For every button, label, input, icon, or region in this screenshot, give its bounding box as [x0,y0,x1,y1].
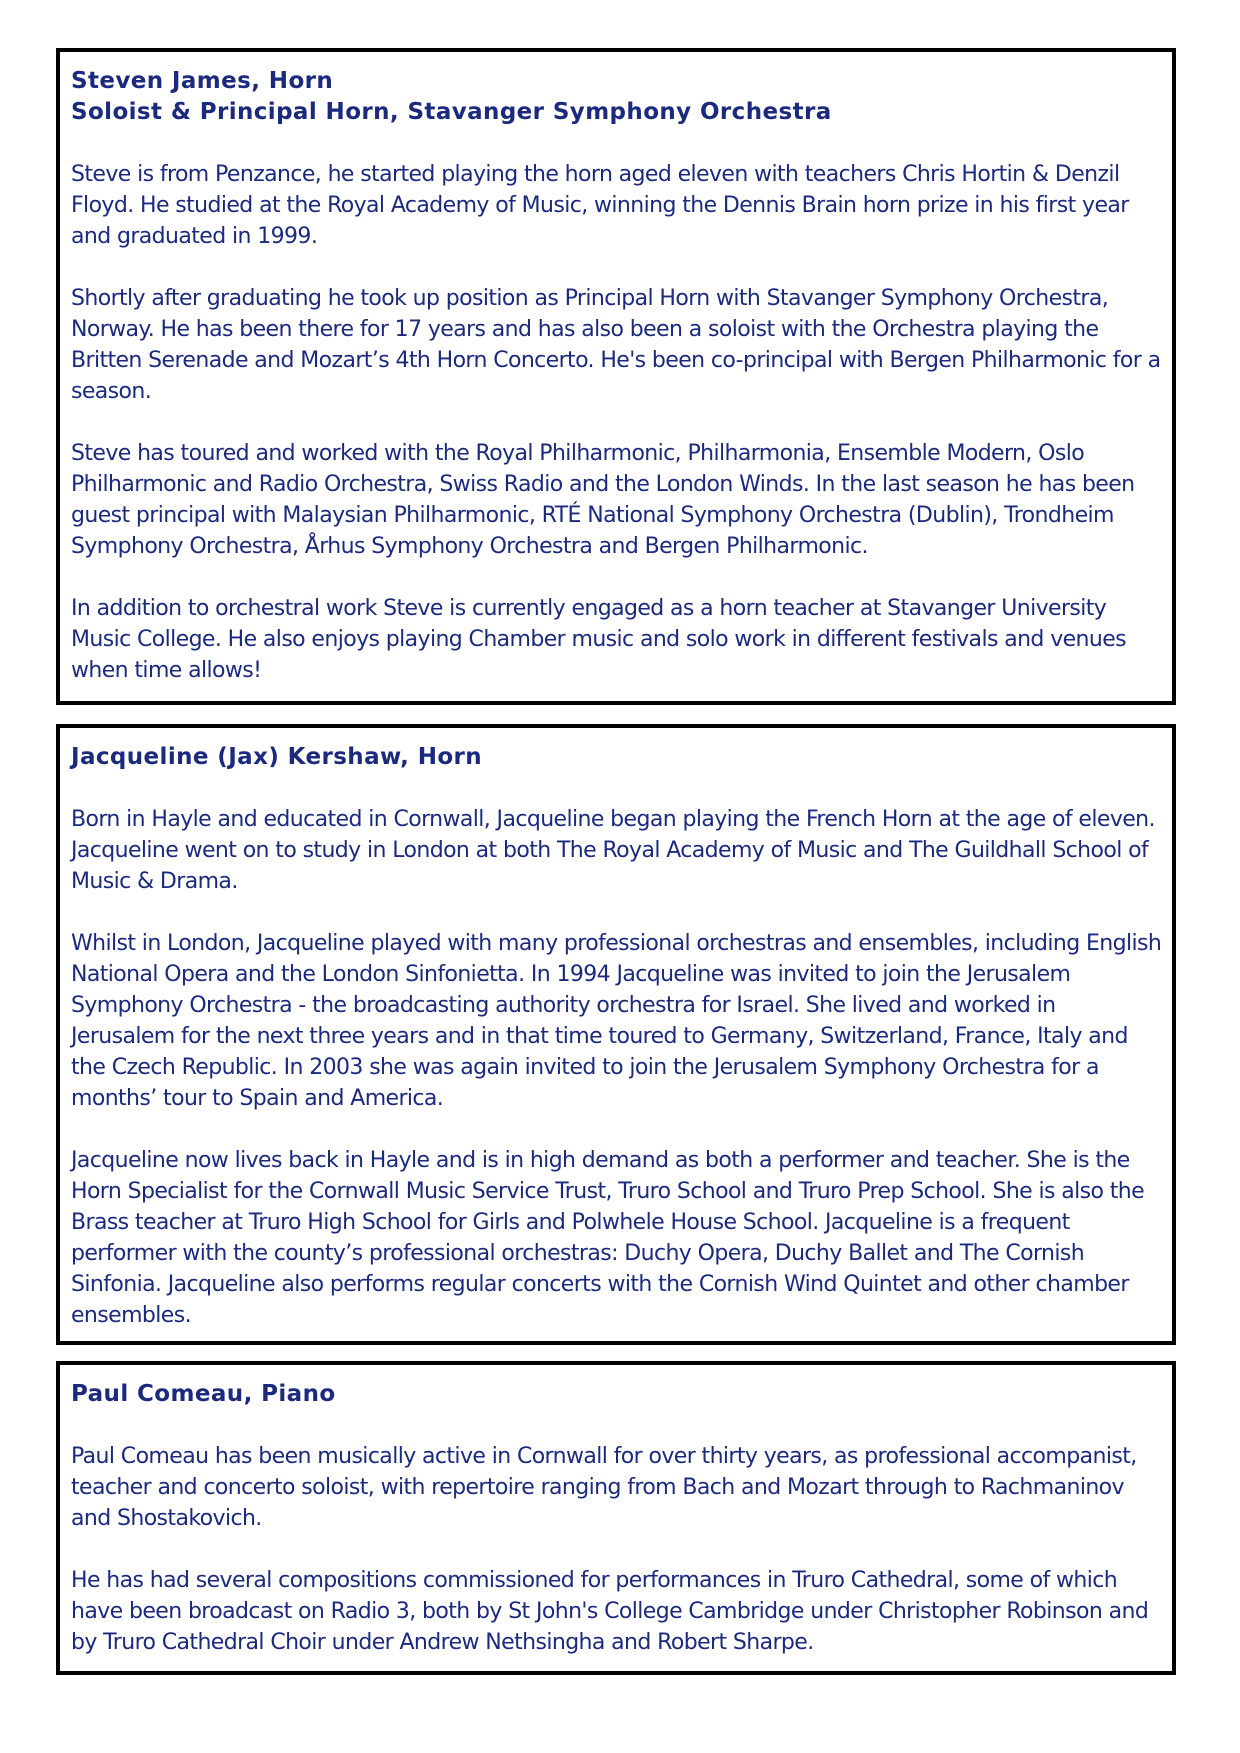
bio-name-heading: Jacqueline (Jax) Kershaw, Horn [71,744,483,770]
bio-paragraph: In addition to orchestral work Steve is currently engaged as a horn teacher at Stavanger University Music College. He also enjoys playing Chamber music and solo work in different festivals and venues when time allows! [71,596,1127,683]
bio-jacqueline-kershaw [56,724,1176,1345]
bio-paragraph: He has had several compositions commissioned for performances in Truro Cathedral, some of which have been broadcast on Radio 3, both by St John's College Cambridge under Christopher Robinson and by Truro Cathedral Choir under Andrew Nethsingha and Robert Sharpe. [71,1568,1149,1655]
bio-paragraph: Whilst in London, Jacqueline played with many professional orchestras and ensembles, including English National Opera and the London Sinfonietta. In 1994 Jacqueline was invited to join the Jerusalem Symphony Orchestra - the broadcasting authority orchestra for Israel. She lived and worked in Jerusalem for the next three years and in that time toured to Germany, Switzerland, France, Italy and the Czech Republic. In 2003 she was again invited to join the Jerusalem Symphony Orchestra for a months’ tour to Spain and America. [71,931,1162,1111]
bio-position-heading: Soloist & Principal Horn, Stavanger Symphony Orchestra [71,99,832,125]
bio-name-heading: Paul Comeau, Piano [71,1381,336,1407]
bio-paul-comeau [56,1361,1176,1675]
bio-paragraph: Shortly after graduating he took up position as Principal Horn with Stavanger Symphony Orchestra, Norway. He has been there for 17 years and has also been a soloist with the Orchestra playing the Britten Serenade and Mozart’s 4th Horn Concerto. He's been co-principal with Bergen Philharmonic for a season. [71,286,1161,404]
bio-paragraph: Steve is from Penzance, he started playing the horn aged eleven with teachers Chris Hortin & Denzil Floyd. He studied at the Royal Academy of Music, winning the Dennis Brain horn prize in his first year and graduated in 1999. [71,162,1129,249]
bio-paragraph: Jacqueline now lives back in Hayle and is in high demand as both a performer and teacher. She is the Horn Specialist for the Cornwall Music Service Trust, Truro School and Truro Prep School. She is also the Brass teacher at Truro High School for Girls and Polwhele House School. Jacqueline is a frequent performer with the county’s professional orchestras: Duchy Opera, Duchy Ballet and The Cornish Sinfonia. Jacqueline also performs regular concerts with the Cornish Wind Quintet and other chamber ensembles. [71,1148,1145,1328]
bio-paragraph: Born in Hayle and educated in Cornwall, Jacqueline began playing the French Horn at the age of eleven. Jacqueline went on to study in London at both The Royal Academy of Music and The Guildhall School of Music & Drama. [71,807,1155,894]
bio-paragraph: Steve has toured and worked with the Royal Philharmonic, Philharmonia, Ensemble Modern, Oslo Philharmonic and Radio Orchestra, Swiss Radio and the London Winds. In the last season he has been guest principal with Malaysian Philharmonic, RTÉ National Symphony Orchestra (Dublin), Trondheim Symphony Orchestra, Århus Symphony Orchestra and Bergen Philharmonic. [71,441,1135,559]
bio-steven-james [56,48,1176,705]
bio-name-heading: Steven James, Horn [71,68,334,94]
bio-paragraph: Paul Comeau has been musically active in Cornwall for over thirty years, as professional accompanist, teacher and concerto soloist, with repertoire ranging from Bach and Mozart through to Rachmaninov and Shostakovich. [71,1444,1137,1531]
